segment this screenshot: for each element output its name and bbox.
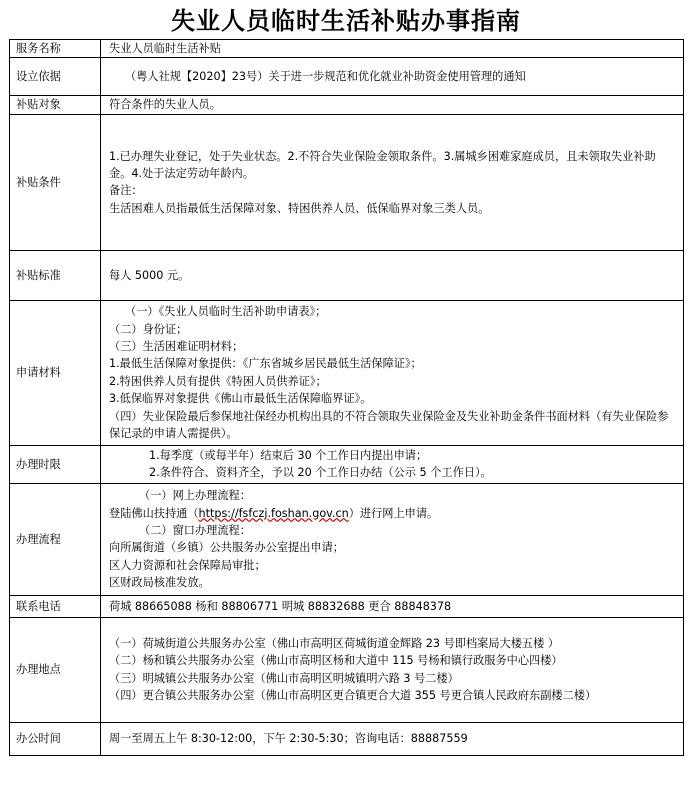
conditions-text: 1.已办理失业登记，处于失业状态。2.不符合失业保险金领取条件。3.属城乡困难家庭成员，且未领取失业补助金。4.处于法定劳动年龄内。 (109, 149, 656, 180)
row-label: 补贴标准 (10, 250, 101, 300)
materials-line: 1.最低生活保障对象提供：《广东省城乡居民最低生活保障证》； (109, 357, 422, 371)
process-line (109, 505, 677, 522)
materials-line: 3.低保临界对象提供《佛山市最低生活保障临界证》。 (109, 392, 372, 406)
basis-value (101, 58, 684, 96)
materials-line: （一）《失业人员临时生活补助申请表》； (125, 305, 327, 319)
process-text: ）进行网上申请。 (348, 506, 439, 520)
table-row (10, 58, 684, 96)
row-label: 服务名称 (10, 40, 101, 58)
process-line: 区财政局核准发放。 (109, 576, 210, 590)
conditions-value (101, 114, 684, 250)
row-label: 办理时限 (10, 445, 101, 483)
process-line: 向所属街道（乡镇）公共服务办公室提出申请； (109, 541, 344, 555)
basis-text: （粤人社规【2020】23号）关于进一步规范和优化就业补助资金使用管理的通知 (125, 70, 526, 84)
process-line: 区人力资源和社会保障局审批； (109, 558, 266, 572)
table-row (10, 445, 684, 483)
row-label: 办理流程 (10, 483, 101, 595)
table-row (10, 617, 684, 722)
process-line: （一）网上办理流程： (139, 489, 251, 503)
location-line: （二）杨和镇公共服务办公室（佛山市高明区杨和大道中 115 号杨和镇行政服务中心四楼） (109, 654, 563, 668)
table-row (10, 96, 684, 114)
location-value (101, 617, 684, 722)
location-line: （四）更合镇公共服务办公室（佛山市高明区更合镇更合大道 355 号更合镇人民政府东副楼二楼） (109, 689, 597, 703)
materials-value (101, 300, 684, 445)
materials-line: （三）生活困难证明材料； (109, 340, 244, 353)
row-label: 补贴对象 (10, 96, 101, 114)
conditions-note: 生活困难人员指最低生活保障对象、特困供养人员、低保临界对象三类人员。 (109, 201, 490, 215)
row-label: 补贴条件 (10, 114, 101, 250)
time-limit-line: 1.每季度（或每半年）结束后 30 个工作日内提出申请； (149, 448, 428, 462)
row-label: 申请材料 (10, 300, 101, 445)
location-line: （一）荷城街道公共服务办公室（佛山市高明区荷城街道金辉路 23 号即档案局大楼五楼 ） (109, 637, 560, 650)
materials-line: （二）身份证； (109, 322, 188, 336)
page-title: 失业人员临时生活补贴办事指南 (171, 7, 521, 35)
process-value (101, 483, 684, 595)
process-line: （二）窗口办理流程： (139, 523, 251, 537)
row-label: 办公时间 (10, 722, 101, 755)
location-line: （三）明城镇公共服务办公室（佛山市高明区明城镇明六路 3 号二楼） (109, 671, 459, 685)
target-value: 符合条件的失业人员。 (101, 96, 684, 114)
table-row (10, 300, 684, 445)
conditions-note-label: 备注： (109, 184, 143, 198)
process-text: 登陆佛山扶持通（ (109, 506, 199, 520)
hours-value: 周一至周五上午 8:30-12:00，下午 2:30-5:30；咨询电话：88887559 (101, 722, 684, 755)
row-label: 设立依据 (10, 58, 101, 96)
row-label: 办理地点 (10, 617, 101, 722)
table-row (10, 250, 684, 300)
table-row (10, 114, 684, 250)
table-row (10, 483, 684, 595)
materials-line: 2.特困供养人员有提供《特困人员供养证》； (109, 374, 327, 388)
guide-table (9, 39, 684, 756)
table-row (10, 722, 684, 755)
table-row (10, 595, 684, 617)
table-row (10, 40, 684, 58)
service-name-value: 失业人员临时生活补贴 (101, 40, 684, 58)
website-link[interactable]: https://fsfczj.foshan.gov.cn (198, 506, 349, 520)
time-limit-value (101, 445, 684, 483)
row-label: 联系电话 (10, 595, 101, 617)
standard-value: 每人 5000 元。 (101, 250, 684, 300)
time-limit-line: 2.条件符合、资料齐全，予以 20 个工作日办结（公示 5 个工作日）。 (149, 466, 492, 480)
phone-value: 荷城 88665088 杨和 88806771 明城 88832688 更合 88848378 (101, 595, 684, 617)
materials-line: （四）失业保险最后参保地社保经办机构出具的不符合领取失业保险金及失业补助金条件书面材料（有失业保险参保记录的申请人需提供）。 (109, 409, 669, 441)
